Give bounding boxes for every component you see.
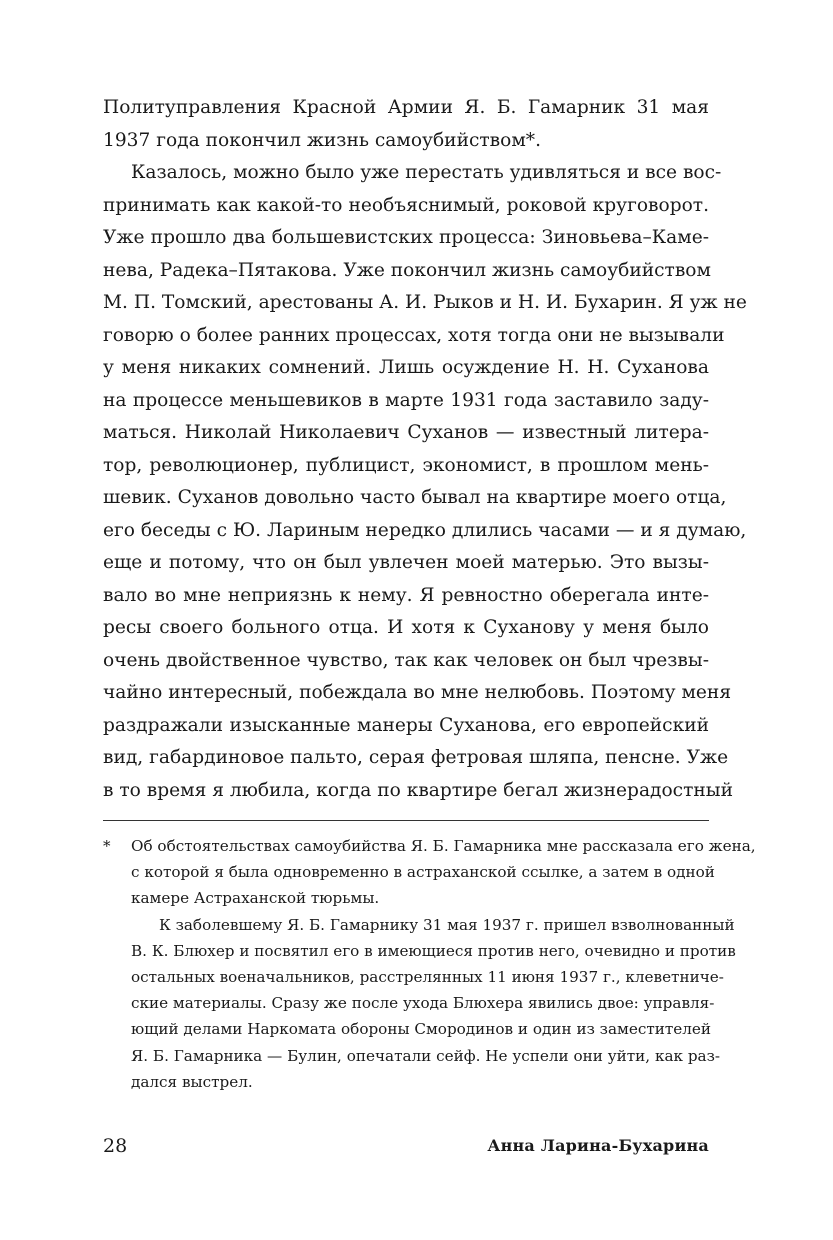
footnote-line: камере Астраханской тюрьмы.: [131, 889, 380, 908]
text-line: вало во мне неприязнь к нему. Я ревностно оберегала инте-: [103, 584, 709, 606]
text-line: в то время я любила, когда по квартире бегал жизнерадостный: [103, 779, 733, 801]
footnote-line: с которой я была одновременно в астраханской ссылке, а затем в одной: [131, 863, 715, 882]
footnote-line: дался выстрел.: [131, 1072, 253, 1091]
text-line: на процессе меньшевиков в марте 1931 года заставило заду-: [103, 389, 709, 411]
footnote-line: В. К. Блюхер и посвятил его в имеющиеся против него, очевидно и против: [131, 941, 736, 960]
text-line: Казалось, можно было уже перестать удивляться и все вос-: [131, 162, 722, 183]
running-head: Анна Ларина-Бухарина: [487, 1136, 709, 1155]
text-line: Политуправления Красной Армии Я. Б. Гамарник 31 мая: [103, 97, 709, 118]
footnote-line: Я. Б. Гамарника — Булин, опечатали сейф. Не успели они уйти, как раз-: [131, 1046, 721, 1065]
footnote-line: Об обстоятельствах самоубийства Я. Б. Гамарника мне рассказала его жена,: [131, 837, 756, 855]
footnote-line: К заболевшему Я. Б. Гамарнику 31 мая 1937 г. пришел взволнованный: [159, 915, 735, 934]
text-line: М. П. Томский, арестованы А. И. Рыков и Н. И. Бухарин. Я уж не: [103, 292, 747, 313]
footnote-line: остальных военачальников, расстрелянных 11 июня 1937 г., клеветниче-: [131, 968, 724, 987]
footnote-marker: *: [103, 837, 111, 855]
page-number: 28: [103, 1135, 128, 1157]
text-line: маться. Николай Николаевич Суханов — известный литера-: [103, 422, 709, 443]
text-line: ресы своего больного отца. И хотя к Суханову у меня было: [103, 617, 709, 638]
text-line: раздражали изысканные манеры Суханова, его европейский: [103, 714, 709, 736]
text-line: вид, габардиновое пальто, серая фетровая шляпа, пенсне. Уже: [103, 747, 729, 768]
footnote-line: ющий делами Наркомата обороны Смородинов и один из заместителей: [131, 1020, 711, 1039]
text-line: нева, Радека–Пятакова. Уже покончил жизнь самоубийством: [103, 259, 711, 281]
footnote-divider: [103, 820, 709, 821]
text-line: говорю о более ранних процессах, хотя тогда они не вызывали: [103, 324, 725, 346]
text-line: его беседы с Ю. Лариным нередко длились часами — и я думаю,: [103, 519, 747, 541]
text-line: тор, революционер, публицист, экономист, в прошлом мень-: [103, 454, 709, 476]
text-line: очень двойственное чувство, так как человек он был чрезвы-: [103, 649, 709, 671]
footnote-line: ские материалы. Сразу же после ухода Блюхера явились двое: управля-: [131, 994, 715, 1013]
main-text: [103, 92, 747, 807]
text-line: шевик. Суханов довольно часто бывал на квартире моего отца,: [103, 487, 727, 508]
text-line: Уже прошло два большевистских процесса: Зиновьева–Каме-: [103, 227, 709, 248]
text-line: у меня никаких сомнений. Лишь осуждение Н. Н. Суханова: [103, 357, 709, 378]
text-line: чайно интересный, побеждала во мне нелюбовь. Поэтому меня: [103, 682, 732, 703]
text-line: 1937 года покончил жизнь самоубийством*.: [103, 129, 541, 151]
text-line: еще и потому, что он был увлечен моей матерью. Это вызы-: [103, 552, 709, 573]
text-line: принимать как какой-то необъяснимый, роковой круговорот.: [103, 194, 709, 216]
footnote-text: [131, 833, 756, 1095]
